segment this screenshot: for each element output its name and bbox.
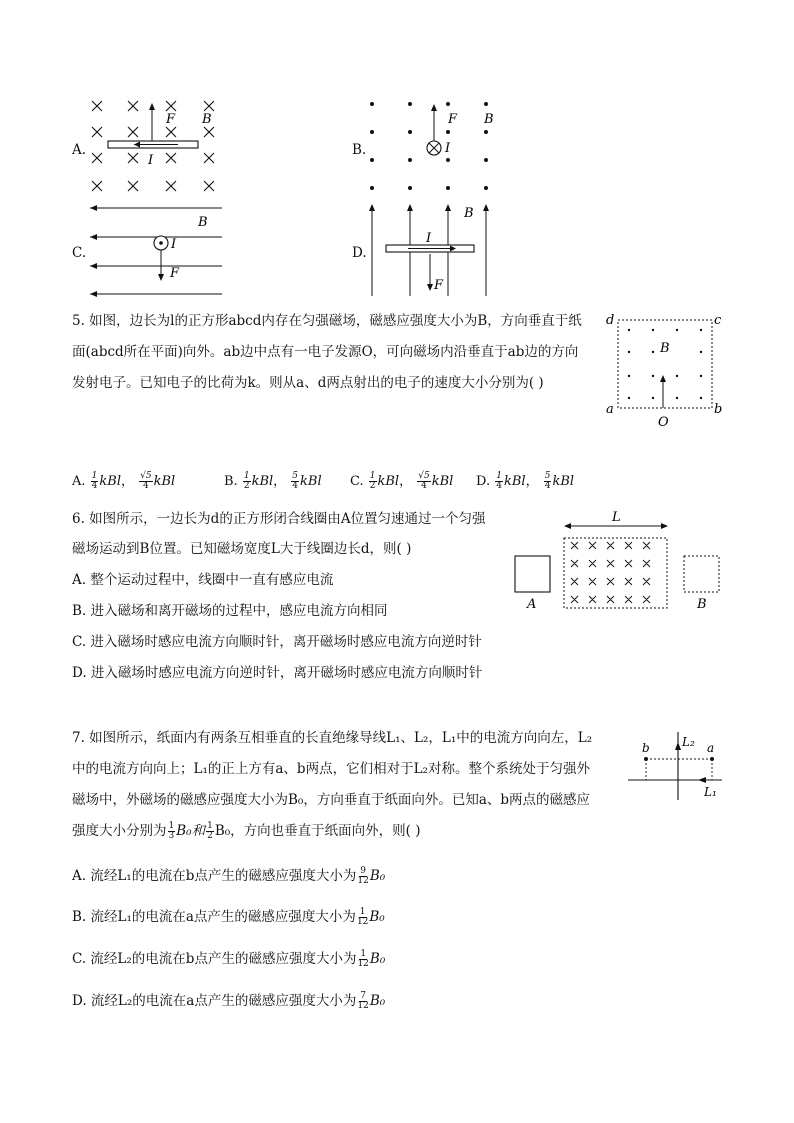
q5-label-b: b	[714, 402, 723, 417]
q4-c-diagram	[86, 200, 236, 300]
q7-line-1: 7. 如图所示，纸面内有两条互相垂直的长直绝缘导线L₁、L₂，L₁中的电流方向向左，L₂	[72, 730, 593, 746]
q6-line-2: 磁场运动到B位置。已知磁场宽度L大于线圈边长d，则( )	[72, 541, 412, 557]
q4-label-b: B.	[352, 142, 367, 158]
q5-label-O: O	[658, 415, 669, 430]
q4-b-F: F	[448, 112, 458, 127]
q7-label-b: b	[642, 741, 650, 755]
q7-line-4: 强度大小分别为 $\frac{1}{3}$ B₀和 $\frac{1}{2}$ B₀，方向也垂直于纸面向外，则( )	[72, 821, 421, 841]
q5-line-1: 5. 如图，边长为l的正方形abcd内存在匀强磁场，磁感应强度大小为B，方向垂直于纸	[72, 313, 582, 329]
q7-line-2: 中的电流方向向上；L₁的正上方有a、b两点，它们相对于L₂对称。整个系统处于匀强外	[72, 761, 590, 777]
q5-line-3: 发射电子。已知电子的比荷为k。则从a、d两点射出的电子的速度大小分别为( )	[72, 375, 544, 391]
q5-option-d: D. $\frac{1}{4}$ kBl， $\frac{5}{4}$ kBl	[476, 471, 575, 491]
q7-option-c: C. 流经L₂的电流在b点产生的磁感应强度大小为 $\frac{1}{12}$ B₀	[72, 949, 386, 969]
q4-c-B: B	[198, 215, 208, 230]
q5-option-b: B. $\frac{1}{2}$ kBl， $\frac{5}{4}$ kBl	[224, 471, 322, 491]
q4-a-diagram	[86, 95, 236, 200]
q4-label-d: D.	[352, 245, 367, 261]
q4-label-a: A.	[72, 142, 87, 158]
q6-option-b: B. 进入磁场和离开磁场的过程中，感应电流方向相同	[72, 603, 388, 619]
q6-label-B: B	[697, 597, 707, 612]
q6-figure	[510, 508, 736, 612]
q7-option-b: B. 流经L₁的电流在a点产生的磁感应强度大小为 $\frac{1}{12}$ B₀	[72, 907, 385, 927]
q4-b-B: B	[484, 112, 494, 127]
q4-b-I: I	[445, 141, 451, 156]
q7-label-L1: L₁	[704, 785, 717, 799]
q5-line-2: 面(abcd所在平面)向外。ab边中点有一电子发源O，可向磁场内沿垂直于ab边的方向	[72, 344, 579, 360]
q5-label-d: d	[606, 313, 615, 328]
q7-option-a: A. 流经L₁的电流在b点产生的磁感应强度大小为 $\frac{9}{12}$ B₀	[72, 866, 386, 886]
q7-label-a: a	[707, 741, 715, 755]
q4-a-F: F	[166, 112, 176, 127]
q6-label-A: A	[527, 597, 537, 612]
q4-a-I: I	[148, 153, 154, 168]
q4-d-B: B	[464, 206, 474, 221]
q4-d-I: I	[426, 231, 432, 246]
q5-option-a: A. $\frac{1}{4}$ kBl， $\frac{√5}{4}$ kBl	[72, 471, 176, 491]
q7-option-d: D. 流经L₂的电流在a点产生的磁感应强度大小为 $\frac{7}{12}$ B₀	[72, 991, 386, 1011]
q4-c-I: I	[171, 237, 177, 252]
q4-label-c: C.	[72, 245, 87, 261]
q7-line-3: 磁场中，外磁场的磁感应强度大小为B₀，方向垂直于纸面向外。已知a、b两点的磁感应	[72, 792, 591, 808]
q4-a-B: B	[202, 112, 212, 127]
q4-d-diagram	[366, 200, 516, 300]
q7-figure	[626, 728, 730, 802]
q5-figure	[602, 310, 728, 430]
q6-line-1: 6. 如图所示，一边长为d的正方形闭合线圈由A位置匀速通过一个匀强	[72, 511, 486, 527]
q6-label-L: L	[612, 510, 621, 525]
q6-option-a: A. 整个运动过程中，线圈中一直有感应电流	[72, 572, 334, 588]
q5-option-c: C. $\frac{1}{2}$ kBl， $\frac{√5}{4}$ kBl	[350, 471, 454, 491]
q4-d-F: F	[434, 278, 444, 293]
q4-b-diagram	[366, 95, 516, 200]
q5-label-a: a	[606, 402, 614, 417]
q6-option-d: D. 进入磁场时感应电流方向逆时针，离开磁场时感应电流方向顺时针	[72, 665, 483, 681]
q6-option-c: C. 进入磁场时感应电流方向顺时针，离开磁场时感应电流方向逆时针	[72, 634, 482, 650]
q5-label-B: B	[660, 341, 670, 356]
q4-c-F: F	[170, 266, 180, 281]
q7-label-L2: L₂	[682, 735, 695, 749]
q5-label-c: c	[714, 313, 722, 328]
